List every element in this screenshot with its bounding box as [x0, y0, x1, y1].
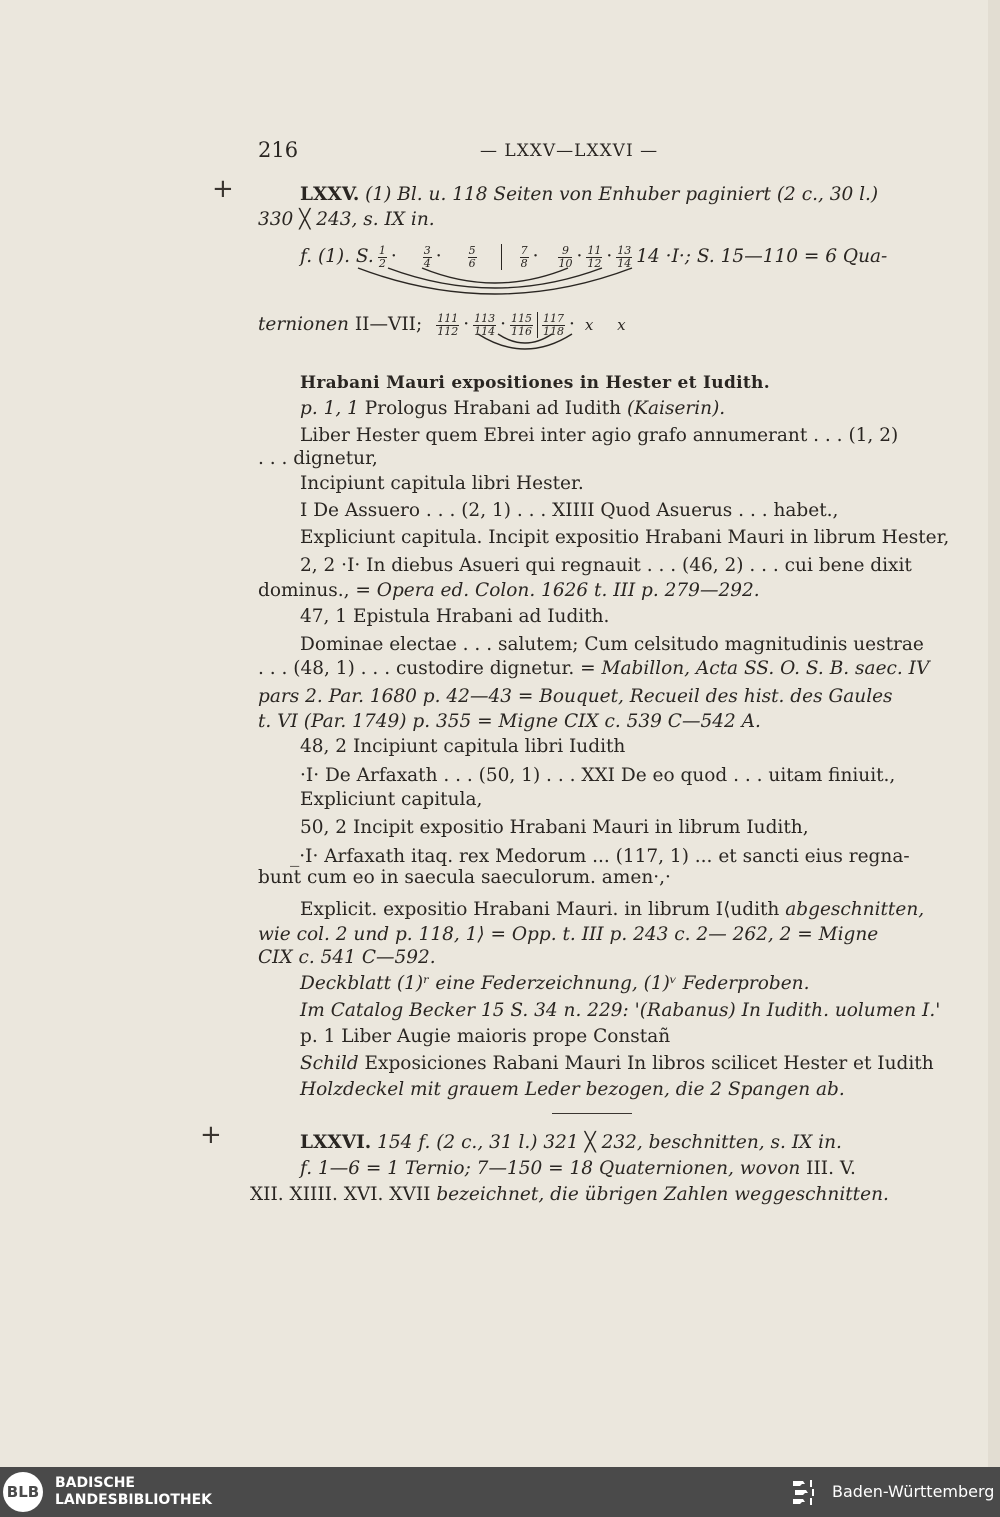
page-edge: [988, 0, 1000, 1467]
schild-label: Schild: [300, 1053, 359, 1074]
dominus-text: dominus.,: [258, 580, 356, 601]
dimensions-line: 330 ╳ 243, s. IX in.: [258, 209, 435, 230]
text-line: CIX c. 541 C—592.: [258, 947, 436, 968]
collation-quire: 14 ·I·;: [636, 246, 697, 267]
collation-prefix: ternionen: [258, 314, 349, 335]
explicit-text: Explicit. expositio Hrabani Mauri. in librum I⟨udith: [300, 899, 786, 920]
footer-bar: [0, 1467, 1000, 1517]
prologus-note: (Kaiserin).: [626, 398, 726, 419]
fraction: $\frac{11}{12}$: [587, 243, 602, 270]
custodire-text: . . . (48, 1) . . . custodire dignetur.: [258, 658, 581, 679]
text-line: t. VI (Par. 1749) p. 355 = Migne CIX c. 539 C—542 A.: [258, 711, 761, 732]
lions-crest-icon: [790, 1477, 822, 1507]
collation-line: f. (1). S. $\frac{1}{2}$ · $\frac{3}{4}$ · $\frac{5}{6}$ $\frac{7}{8}$ · $\frac{9}{10}$ · $\frac{11}{12}$ · $\frac{13}{14}$ 14 ·I·; S. 15—110 = 6 Qua-: [300, 243, 888, 270]
collation-text: f. 1—6 = 1 Ternio; 7—150 = 18 Quaternionen, wovon: [300, 1158, 801, 1179]
prologus-line: [300, 397, 725, 421]
text-line: ·I· De Arfaxath . . . (50, 1) . . . XXI De eo quod . . . uitam finiuit.,: [300, 765, 896, 786]
explicit-line: [300, 898, 924, 922]
text-line: Liber Hester quem Ebrei inter agio grafo annumerant . . . (1, 2): [300, 425, 899, 446]
text-line: I De Assuero . . . (2, 1) . . . XIIII Quod Asuerus . . . habet.,: [300, 500, 839, 521]
text-line: Incipiunt capitula libri Hester.: [300, 473, 584, 494]
collation-arcs: [340, 262, 660, 312]
library-name[interactable]: [55, 1475, 212, 1509]
collation-arcs-2: [470, 330, 580, 358]
text-line: _·I· Arfaxath itaq. rex Medorum ... (117, 1) ... et sancti eius regna-: [290, 846, 910, 867]
entry-number: LXXVI.: [300, 1132, 372, 1153]
collation-roman: III. V.: [800, 1158, 856, 1179]
collation-prefix: f. (1). S.: [300, 246, 374, 267]
entry-description: 154 f. (2 c., 31 l.) 321 ╳ 232, beschnitten, s. IX in.: [377, 1132, 842, 1153]
schild-text: Exposiciones Rabani Mauri In libros scilicet Hester et Iudith: [358, 1053, 934, 1074]
collation-line-2: ternionen II—VII; $\frac{111}{112}$ · $\frac{113}{114}$ · $\frac{115}{116}$ $\frac{117}{118}$ · x x: [258, 311, 626, 338]
margin-plus-mark: +: [212, 174, 234, 204]
section-divider: [552, 1113, 632, 1114]
collation-missing: x x: [584, 316, 626, 334]
fraction: $\frac{9}{10}$: [558, 243, 573, 270]
mabillon-reference: = Mabillon, Acta SS. O. S. B. saec. IV: [580, 658, 930, 679]
prologus-text: Prologus Hrabani ad Iudith: [358, 398, 627, 419]
text-line: wie col. 2 und p. 118, 1⟩ = Opp. t. III p. 243 c. 2— 262, 2 = Migne: [258, 924, 879, 945]
fraction: $\frac{1}{2}$: [378, 243, 386, 270]
page-reference: p. 1, 1: [300, 398, 359, 419]
fraction: $\frac{7}{8}$: [520, 243, 528, 270]
fraction: $\frac{13}{14}$: [617, 243, 632, 270]
text-line: 2, 2 ·I· In diebus Asueri qui regnauit . . . (46, 2) . . . cui bene dixit: [300, 555, 912, 576]
collation-quaternions: S. 15—110 = 6 Qua-: [696, 246, 888, 267]
entry-number: LXXV.: [300, 184, 360, 205]
fraction: $\frac{113}{114}$: [474, 311, 496, 338]
text-line: bunt cum eo in saecula saeculorum. amen·,·: [258, 867, 671, 888]
text-line: [300, 1157, 856, 1181]
text-line: Expliciunt capitula,: [300, 789, 483, 810]
mabillon-line: [258, 657, 929, 681]
text-line: p. 1 Liber Augie maioris prope Constañ: [300, 1026, 671, 1047]
work-title: Hrabani Mauri expositiones in Hester et Iudith.: [300, 373, 770, 393]
numbers-note: bezeichnet, die übrigen Zahlen weggeschnitten.: [436, 1184, 889, 1205]
library-name-line1: BADISCHE: [55, 1475, 135, 1491]
text-line: Im Catalog Becker 15 S. 34 n. 229: '(Rabanus) In Iudith. uolumen I.': [300, 1000, 941, 1021]
state-name[interactable]: Baden-Württemberg: [832, 1482, 995, 1501]
opera-line: [258, 579, 760, 603]
margin-plus-mark: +: [200, 1120, 222, 1150]
fraction: $\frac{5}{6}$: [468, 243, 476, 270]
fraction: $\frac{3}{4}$: [423, 243, 431, 270]
running-head: — LXXV—LXXVI —: [480, 141, 659, 161]
text-line: 48, 2 Incipiunt capitula libri Iudith: [300, 736, 626, 757]
schild-line: [300, 1052, 934, 1076]
library-name-line2: LANDESBIBLIOTHEK: [55, 1492, 213, 1508]
opera-reference: = Opera ed. Colon. 1626 t. III p. 279—292.: [355, 580, 760, 601]
roman-numbers: XII. XIIII. XVI. XVII: [250, 1184, 437, 1205]
text-line: 50, 2 Incipit expositio Hrabani Mauri in librum Iudith,: [300, 817, 809, 838]
fraction: $\frac{115}{116}$: [510, 311, 532, 338]
entry-heading: [300, 183, 878, 207]
text-line: Deckblatt (1)ʳ eine Federzeichnung, (1)ᵛ Federproben.: [300, 973, 810, 994]
text-line: Holzdeckel mit grauem Leder bezogen, die 2 Spangen ab.: [300, 1079, 845, 1100]
fraction: $\frac{111}{112}$: [437, 311, 459, 338]
fraction: $\frac{117}{118}$: [542, 311, 564, 338]
text-line: pars 2. Par. 1680 p. 42—43 = Bouquet, Recueil des hist. des Gaules: [258, 686, 893, 707]
collation-roman: II—VII;: [348, 314, 423, 335]
text-line: Expliciunt capitula. Incipit expositio Hrabani Mauri in librum Hester,: [300, 527, 950, 548]
blb-logo[interactable]: BLB: [3, 1472, 43, 1512]
text-line: . . . dignetur,: [258, 448, 378, 469]
entry-description: (1) Bl. u. 118 Seiten von Enhuber paginiert (2 c., 30 l.): [365, 184, 879, 205]
page-number: 216: [258, 138, 299, 162]
text-line: [250, 1183, 889, 1207]
entry-heading: [300, 1131, 842, 1155]
text-line: Dominae electae . . . salutem; Cum celsitudo magnitudinis uestrae: [300, 634, 924, 655]
text-line: 47, 1 Epistula Hrabani ad Iudith.: [300, 606, 610, 627]
explicit-note: abgeschnitten,: [785, 899, 925, 920]
